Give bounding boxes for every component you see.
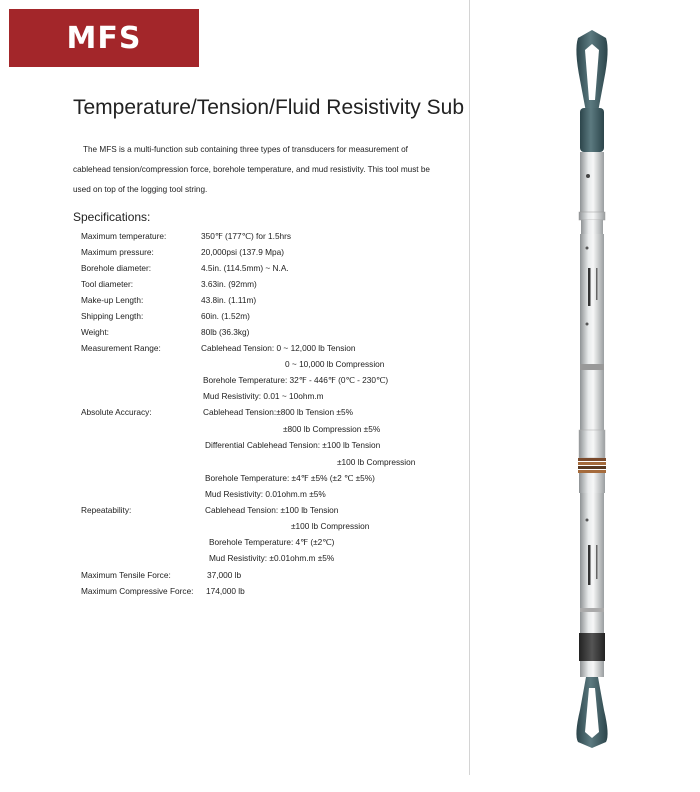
spec-value: 37,000 lb (207, 570, 242, 580)
spec-value: ±100 lb Compression (337, 457, 416, 467)
badge-text: MFS (66, 20, 142, 56)
intro-text: The MFS is a multi-function sub containing three types of transducers for measurement of cablehead tension/compression force, borehole temperature, and mud resistivity. This tool must be used on top of the logging tool string. (73, 145, 430, 194)
page-title: Temperature/Tension/Fluid Resistivity Sub (73, 96, 465, 119)
spec-label: Maximum temperature: (81, 231, 167, 241)
spec-value: 3.63in. (92mm) (201, 279, 257, 289)
spec-value: 80lb (36.3kg) (201, 327, 250, 337)
spec-value: Cablehead Tension: 0 ~ 12,000 lb Tension (201, 343, 356, 353)
spec-value: ±100 lb Compression (291, 521, 370, 531)
mfs-tool-image (552, 20, 632, 755)
spec-label: Repeatability: (81, 505, 132, 515)
spec-value: 350℉ (177℃) for 1.5hrs (201, 231, 292, 241)
spec-value: Borehole Temperature: ±4℉ ±5% (±2 ℃ ±5%) (205, 473, 375, 483)
spec-value: Borehole Temperature: 4℉ (±2℃) (209, 537, 335, 547)
spec-label: Tool diameter: (81, 279, 134, 289)
spec-value: 4.5in. (114.5mm) ~ N.A. (201, 263, 289, 273)
spec-value: Mud Resistivity: ±0.01ohm.m ±5% (209, 553, 335, 563)
spec-value: Mud Resistivity: 0.01ohm.m ±5% (205, 489, 326, 499)
spec-value: 0 ~ 10,000 lb Compression (285, 359, 385, 369)
spec-value: 43.8in. (1.11m) (201, 295, 257, 305)
mfs-badge (9, 9, 199, 67)
spec-label: Maximum Compressive Force: (81, 586, 194, 596)
spec-value: Borehole Temperature: 32℉ - 446℉ (0℃ - 230℃) (203, 375, 389, 385)
spec-label: Maximum pressure: (81, 247, 154, 257)
spec-label: Maximum Tensile Force: (81, 570, 171, 580)
spec-label: Borehole diameter: (81, 263, 152, 273)
spec-value: 174,000 lb (206, 586, 245, 596)
spec-value: 60in. (1.52m) (201, 311, 250, 321)
intro-paragraph (73, 140, 443, 200)
spec-value: 20,000psi (137.9 Mpa) (201, 247, 285, 257)
column-divider (469, 0, 470, 775)
spec-label: Absolute Accuracy: (81, 407, 152, 417)
spec-value: Cablehead Tension: ±100 lb Tension (205, 505, 339, 515)
spec-value: ±800 lb Compression ±5% (283, 424, 381, 434)
spec-label: Weight: (81, 327, 109, 337)
spec-value: Cablehead Tension:±800 lb Tension ±5% (203, 407, 353, 417)
spec-value: Mud Resistivity: 0.01 ~ 10ohm.m (203, 391, 324, 401)
spec-label: Shipping Length: (81, 311, 144, 321)
specifications-heading: Specifications: (73, 210, 151, 224)
spec-value: Differential Cablehead Tension: ±100 lb Tension (205, 440, 381, 450)
spec-label: Measurement Range: (81, 343, 161, 353)
spec-label: Make-up Length: (81, 295, 144, 305)
